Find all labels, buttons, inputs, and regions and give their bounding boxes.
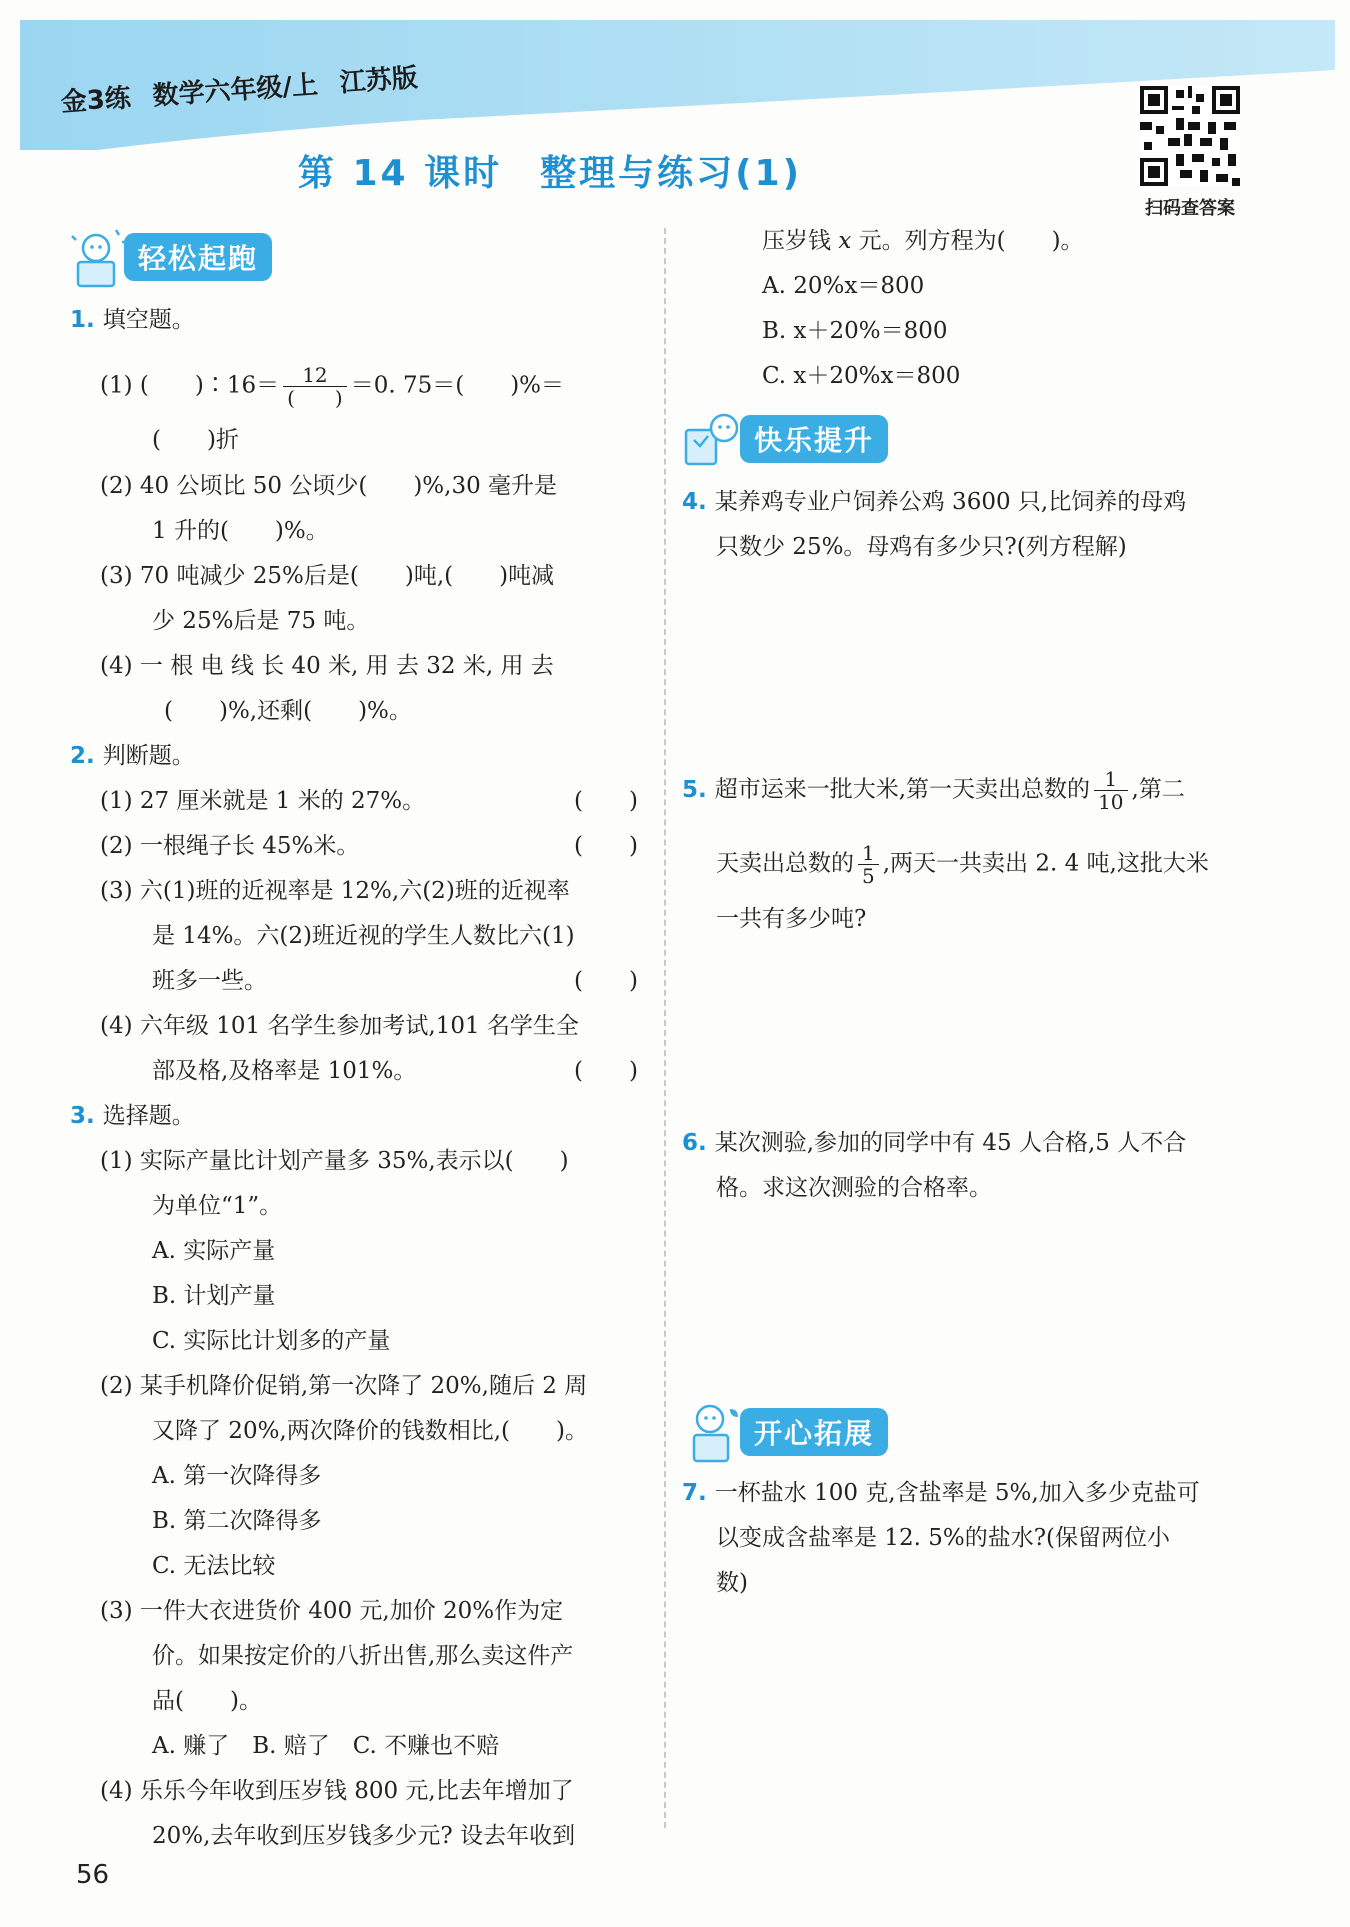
q2-item-3-cont: 是 14%。六(2)班近视的学生人数比六(1) — [152, 923, 575, 949]
q3-item-2-cont: 又降了 20%,两次降价的钱数相比,( )。 — [152, 1418, 589, 1444]
lesson-topic: 整理与练习(1) — [540, 153, 803, 194]
q2-item-3-cont2: 班多一些。 — [152, 968, 267, 994]
q1-item-4-cont: ( )%,还剩( )%。 — [164, 698, 412, 724]
section-warmup — [64, 222, 272, 292]
option-a: A. 实际产量 — [152, 1238, 276, 1264]
section-improve — [680, 404, 888, 474]
q1-item-1-cont: ( )折 — [152, 427, 239, 453]
q3-item-3-cont2: 品( )。 — [152, 1688, 262, 1714]
fraction: $\frac{1}{5}$ — [858, 842, 879, 887]
question-4: 4. 某养鸡专业户饲养公鸡 3600 只,比饲养的母鸡 — [682, 489, 1187, 515]
q2-item-2: (2) 一根绳子长 45%米。 — [100, 833, 360, 859]
option-c: C. x＋20%x＝800 — [762, 363, 961, 389]
section-label: 开心拓展 — [740, 1408, 888, 1456]
option-c: C. 无法比较 — [152, 1553, 276, 1579]
option-b: B. x＋20%＝800 — [762, 318, 948, 344]
q3-item-4: (4) 乐乐今年收到压岁钱 800 元,比去年增加了 — [100, 1778, 574, 1804]
option-b: B. 计划产量 — [152, 1283, 276, 1309]
question-6-cont: 格。求这次测验的合格率。 — [716, 1175, 992, 1201]
question-6: 6. 某次测验,参加的同学中有 45 人合格,5 人不合 — [682, 1130, 1187, 1156]
q1-item-3: (3) 70 吨减少 25%后是( )吨,( )吨减 — [100, 563, 555, 589]
q1-item-2: (2) 40 公顷比 50 公顷少( )%,30 毫升是 — [100, 473, 558, 499]
q1-item-2-cont: 1 升的( )%。 — [152, 518, 329, 544]
option-a: A. 第一次降得多 — [152, 1463, 322, 1489]
lesson-number: 第 14 课时 — [297, 153, 503, 194]
answer-blank[interactable]: ( ) — [574, 968, 638, 994]
fraction: $\frac{1}{10}$ — [1094, 768, 1127, 813]
q3-item-1-cont: 为单位“1”。 — [152, 1193, 283, 1219]
section-extend — [680, 1397, 888, 1467]
q1-item-3-cont: 少 25%后是 75 吨。 — [152, 608, 370, 634]
q1-item-1: (1) ( )∶16＝ $\frac{12}{( )}$ ＝0. 75＝( )%＝ — [100, 363, 565, 410]
brand-edition: 江苏版 — [338, 63, 419, 99]
question-7: 7. 一杯盐水 100 克,含盐率是 5%,加入多少克盐可 — [682, 1480, 1200, 1506]
option-b: B. 第二次降得多 — [152, 1508, 322, 1534]
q2-item-3: (3) 六(1)班的近视率是 12%,六(2)班的近视率 — [100, 878, 570, 904]
question-7-cont: 以变成含盐率是 12. 5%的盐水?(保留两位小 — [716, 1525, 1170, 1551]
qr-caption: 扫码查答案 — [1145, 198, 1235, 219]
answer-blank[interactable]: ( ) — [574, 1058, 638, 1084]
question-4-cont: 只数少 25%。母鸡有多少只?(列方程解) — [716, 534, 1127, 560]
q3-item-3: (3) 一件大衣进货价 400 元,加价 20%作为定 — [100, 1598, 564, 1624]
brand-subject: 数学六年级/上 — [151, 70, 319, 112]
answer-blank[interactable]: ( ) — [574, 788, 638, 814]
q3-item-3-cont: 价。如果按定价的八折出售,那么卖这件产 — [152, 1643, 574, 1669]
q3-item-4-cont: 20%,去年收到压岁钱多少元? 设去年收到 — [152, 1823, 576, 1849]
question-5: 5. 超市运来一批大米,第一天卖出总数的 $\frac{1}{10}$ ,第二 — [682, 767, 1185, 814]
section-label: 轻松起跑 — [124, 233, 272, 281]
qr-code-icon[interactable] — [1140, 86, 1240, 186]
q3-item-4-cont2: 压岁钱 x 元。列方程为( )。 — [762, 228, 1084, 254]
option-c: C. 实际比计划多的产量 — [152, 1328, 391, 1354]
q3-item-3-options: A. 赚了 B. 赔了 C. 不赚也不赔 — [152, 1733, 500, 1759]
section-label: 快乐提升 — [740, 415, 888, 463]
q1-item-4: (4) 一 根 电 线 长 40 米, 用 去 32 米, 用 去 — [100, 653, 554, 679]
question-2: 2. 判断题。 — [70, 743, 195, 769]
page-number: 56 — [76, 1860, 110, 1890]
brand-name: 金3练 — [59, 83, 132, 119]
fraction: $\frac{12}{( )}$ — [283, 364, 347, 409]
column-divider — [664, 228, 666, 1828]
q3-item-2: (2) 某手机降价促销,第一次降了 20%,随后 2 周 — [100, 1373, 588, 1399]
option-a: A. 20%x＝800 — [762, 273, 925, 299]
question-1: 1. 填空题。 — [70, 307, 195, 333]
q3-item-1: (1) 实际产量比计划产量多 35%,表示以( ) — [100, 1148, 569, 1174]
q2-item-1: (1) 27 厘米就是 1 米的 27%。 — [100, 788, 426, 814]
question-7-cont2: 数) — [716, 1570, 748, 1596]
q2-item-4: (4) 六年级 101 名学生参加考试,101 名学生全 — [100, 1013, 579, 1039]
question-5-cont: 天卖出总数的 $\frac{1}{5}$ ,两天一共卖出 2. 4 吨,这批大米 — [716, 841, 1209, 888]
question-3: 3. 选择题。 — [70, 1103, 195, 1129]
question-5-cont2: 一共有多少吨? — [716, 906, 867, 932]
lesson-title — [0, 145, 1100, 196]
q2-item-4-cont: 部及格,及格率是 101%。 — [152, 1058, 417, 1084]
answer-blank[interactable]: ( ) — [574, 833, 638, 859]
